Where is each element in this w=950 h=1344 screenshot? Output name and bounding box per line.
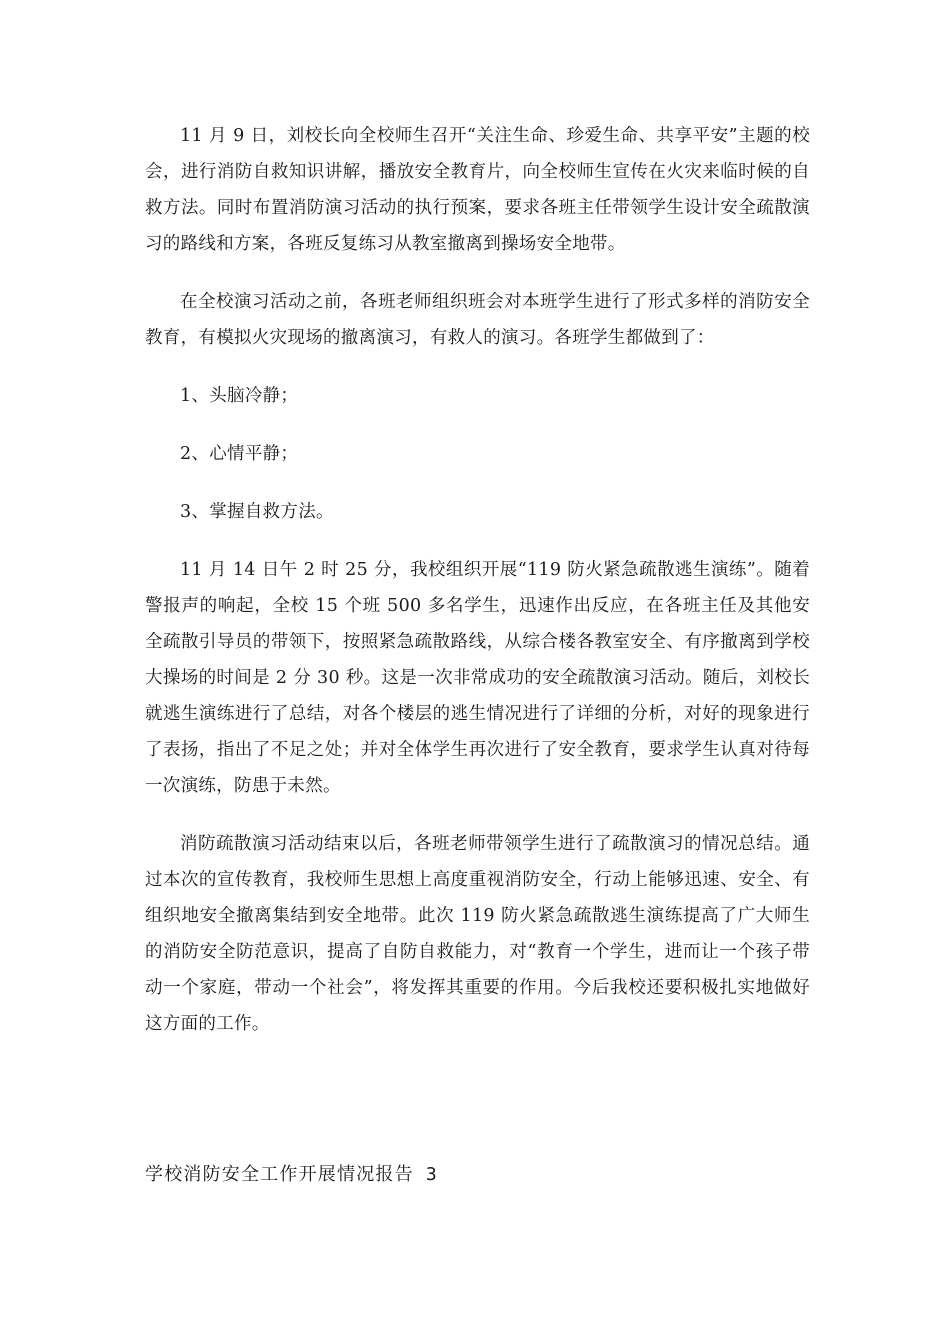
paragraph-1: 11 月 9 日，刘校长向全校师生召开“关注生命、珍爱生命、共享平安”主题的校会，进行消防自救知识讲解，播放安全教育片，向全校师生宣传在火灾来临时候的自救方法。同时布置消防演习活动的执行预案，要求各班主任带领学生设计安全疏散演习的路线和方案，各班反复练习从教室撤离到操场安全地带。 (145, 126, 810, 254)
paragraph-3: 11 月 14 日午 2 时 25 分，我校组织开展“119 防火紧急疏散逃生演练”。随着警报声的响起，全校 15 个班 500 多名学生，迅速作出反应，在各班主任及其他安全疏散引导员的带领下，按照紧急疏散路线，从综合楼各教室安全、有序撤离到学校大操场的时间是 2 分 30 秒。这是一次非常成功的安全疏散演习活动。随后，刘校长就逃生演练进行了总结，对各个楼层的逃生情况进行了详细的分析，对好的现象进行了表扬，指出了不足之处；并对全体学生再次进行了安全教育，要求学生认真对待每一次演练，防患于未然。 (145, 560, 810, 796)
document-body (145, 118, 810, 1042)
list-item-1: 1、头脑冷静； (180, 386, 299, 406)
list-item-2: 2、心情平静； (180, 444, 299, 464)
section-heading: 学校消防安全工作开展情况报告 3 (145, 1164, 438, 1185)
paragraph-4: 消防疏散演习活动结束以后，各班老师带领学生进行了疏散演习的情况总结。通过本次的宣传教育，我校师生思想上高度重视消防安全，行动上能够迅速、安全、有组织地安全撤离集结到安全地带。此次 119 防火紧急疏散逃生演练提高了广大师生的消防安全防范意识，提高了自防自救能力，对“教育一个学生，进而让一个孩子带动一个家庭，带动一个社会”，将发挥其重要的作用。今后我校还要积极扎实地做好这方面的工作。 (145, 834, 810, 1034)
paragraph-2: 在全校演习活动之前，各班老师组织班会对本班学生进行了形式多样的消防安全教育，有模拟火灾现场的撤离演习，有救人的演习。各班学生都做到了： (145, 292, 810, 348)
list-item-3: 3、掌握自救方法。 (180, 502, 334, 522)
